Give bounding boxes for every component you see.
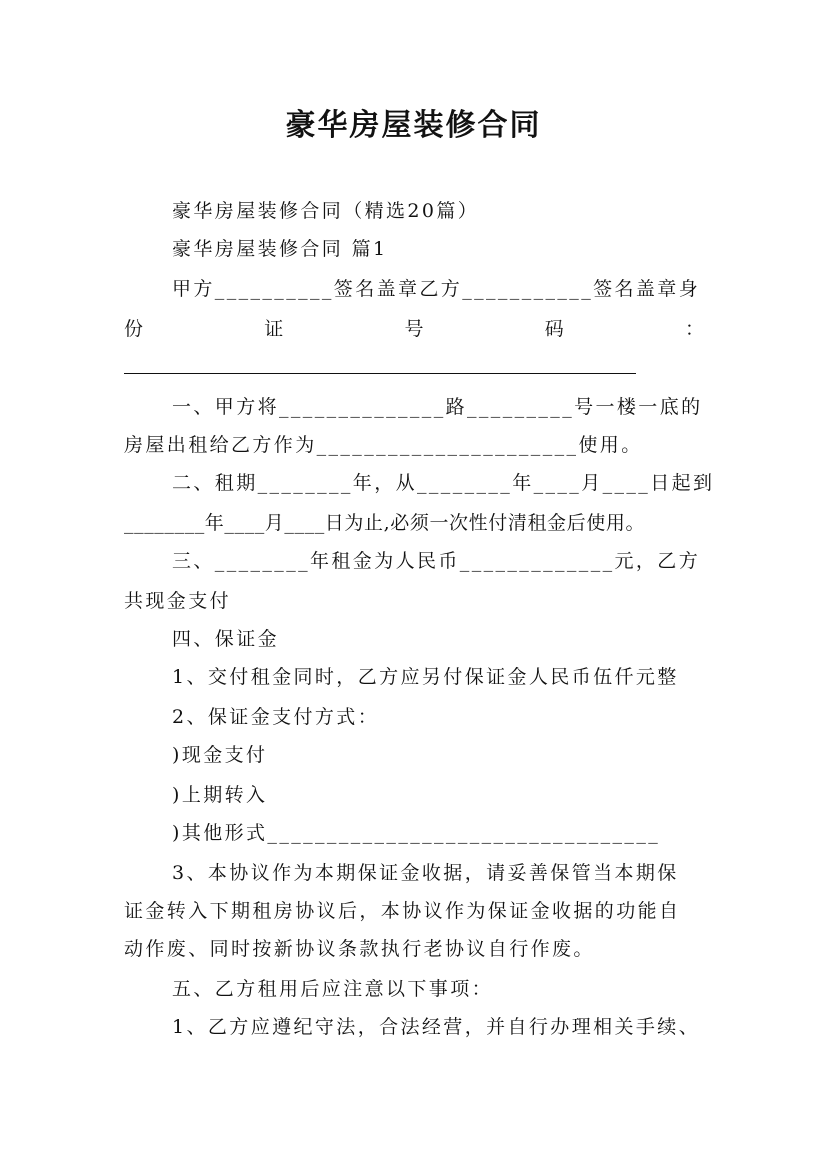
document-subtitle: 豪华房屋装修合同（精选20篇）: [172, 200, 480, 222]
list-item: )现金支付: [172, 744, 268, 766]
paragraph-line: 一、甲方将______________路_________号一楼一底的: [172, 396, 703, 418]
id-label-char: 证: [264, 318, 284, 340]
id-label-char: 号: [404, 318, 424, 340]
paragraph-line: 3、本协议作为本期保证金收据，请妥善保管当本期保: [172, 862, 679, 884]
page-title: 豪华房屋装修合同: [285, 108, 542, 143]
paragraph-line: 房屋出租给乙方作为______________________使用。: [124, 434, 643, 456]
id-label-char: 码: [544, 318, 564, 340]
paragraph-line: 共现金支付: [124, 590, 232, 612]
paragraph-line: 三、________年租金为人民币_____________元，乙方: [172, 550, 701, 572]
section-heading: 四、保证金: [172, 628, 280, 650]
paragraph-line: 动作废、同时按新协议条款执行老协议自行作废。: [124, 938, 595, 960]
paragraph-line: ________年____月____日为止,必须一次性付清租金后使用。: [124, 512, 646, 534]
section-heading: 豪华房屋装修合同 篇1: [172, 238, 388, 260]
id-label-char: ：: [684, 318, 704, 340]
blank-underline: [124, 373, 636, 374]
paragraph-line: 1、交付租金同时，乙方应另付保证金人民币伍仟元整: [172, 666, 679, 688]
id-number-label: [124, 316, 704, 342]
paragraph-line: 证金转入下期租房协议后，本协议作为保证金收据的功能自: [124, 900, 681, 922]
list-item: )上期转入: [172, 784, 268, 806]
id-label-char: 份: [124, 318, 144, 340]
list-item: )其他形式_________________________________: [172, 822, 661, 844]
section-heading: 五、乙方租用后应注意以下事项：: [172, 978, 494, 1000]
paragraph-line: 二、租期________年，从________年____月____日起到: [172, 472, 715, 494]
paragraph-line: 2、保证金支付方式：: [172, 706, 380, 728]
paragraph-line: 1、乙方应遵纪守法，合法经营，并自行办理相关手续、: [172, 1016, 701, 1038]
paragraph-line: 甲方__________签名盖章乙方___________签名盖章身: [172, 278, 701, 300]
